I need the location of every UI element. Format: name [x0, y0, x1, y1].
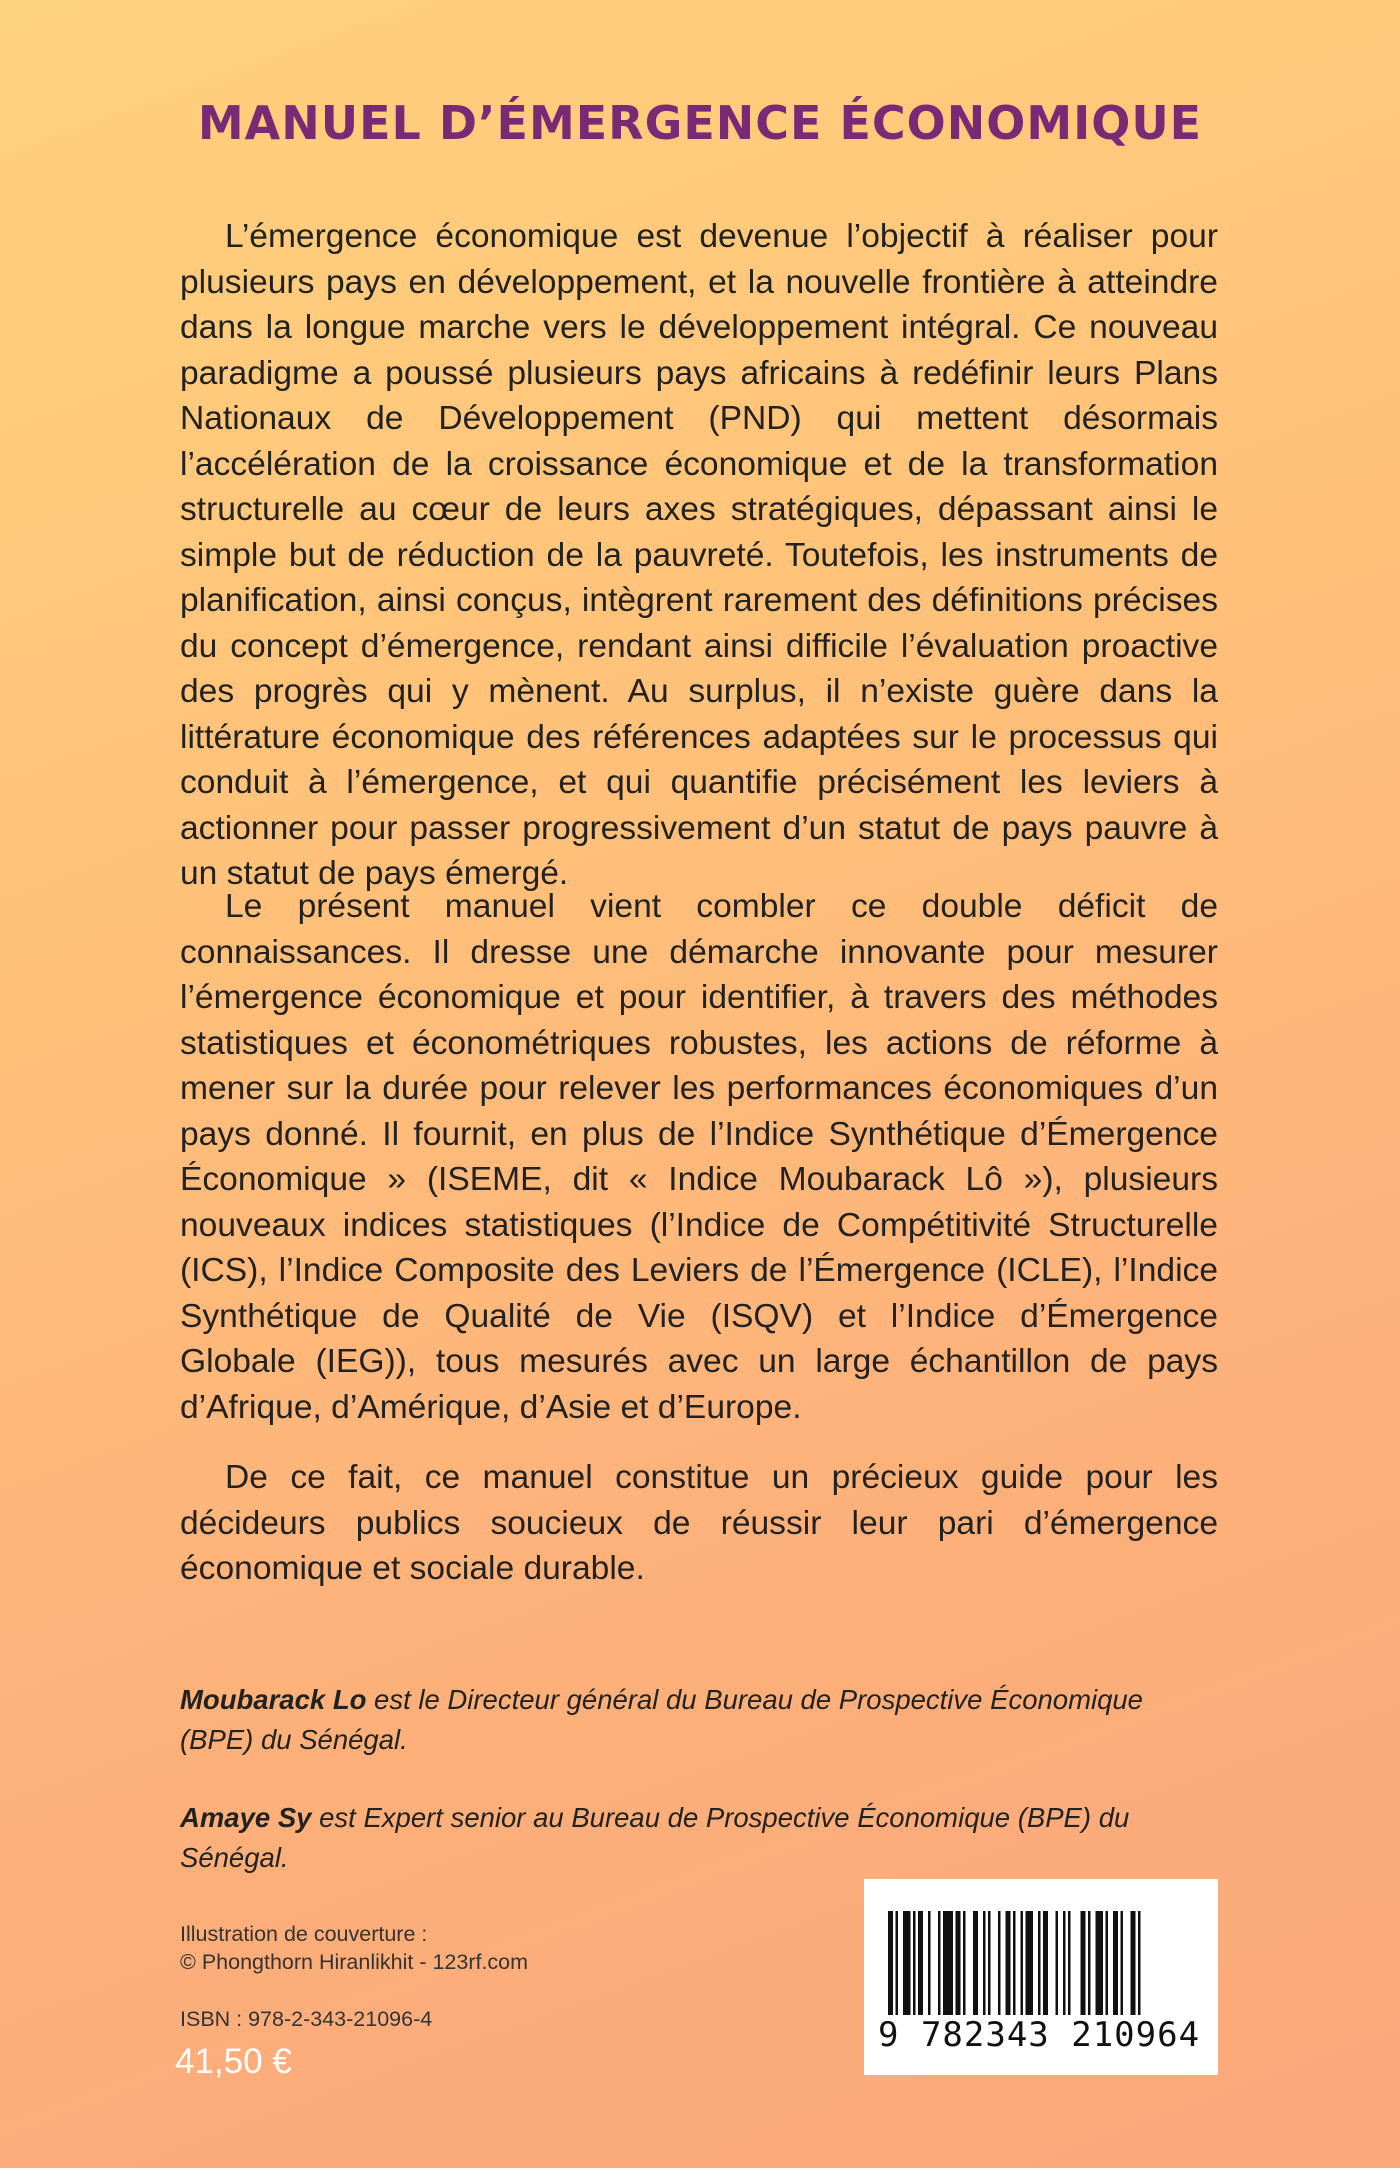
barcode-bar — [1096, 1911, 1104, 2015]
author-name-2: Amaye Sy — [180, 1802, 312, 1833]
paragraph-manual: Le présent manuel vient combler ce double déficit de connaissances. Il dresse une démarche innovante pour mesurer l’émergence économique et pour identifier, à travers des méthodes statistiques et économétriques robustes, les actions de réforme à mener sur la durée pour relever les performances économiques d’un pays donné. Il fournit, en plus de l’Indice Synthétique d’Émergence Économique » (ISEME, dit « Indice Moubarack Lô »), plusieurs nouveaux indices statistiques (l’Indice de Compétitivité Structurelle (ICS), l’Indice Composite des Leviers de l’Émergence (ICLE), l’Indice Synthétique de Qualité de Vie (ISQV) et l’Indice d’Émergence Globale (IEG)), tous mesurés avec un large échantillon de pays d’Afrique, d’Amérique, d’Asie et d’Europe. — [180, 888, 1218, 1426]
barcode-bar — [938, 1911, 941, 2015]
barcode-bar — [1038, 1911, 1041, 2015]
barcode-bar — [1026, 1911, 1034, 2015]
isbn: ISBN : 978-2-343-21096-4 — [180, 2007, 433, 2031]
price: 41,50 € — [175, 2042, 292, 2081]
credit-line-1: Illustration de couverture : — [180, 1922, 428, 1946]
barcode-bar — [956, 1911, 961, 2015]
author-bio-text-1: est le Directeur général du Bureau de Prospective Économique (BPE) du Sénégal. — [180, 1684, 1143, 1755]
barcode-bar — [1131, 1911, 1136, 2015]
barcode-bar — [963, 1911, 966, 2015]
credit-line-2: © Phongthorn Hiranlikhit - 123rf.com — [180, 1950, 529, 1974]
paragraph-intro: L’émergence économique est devenue l’objectif à réaliser pour plusieurs pays en développement, et la nouvelle frontière à atteindre dans la longue marche vers le développement intégral. Ce nouveau paradigme a poussé plusieurs pays africains à redéfinir leurs Plans Nationaux de Développement (PND) qui mettent désormais l’accélération de la croissance économique et de la transformation structurelle au cœur de leurs axes stratégiques, dépassant ainsi le simple but de réduction de la pauvreté. Toutefois, les instruments de planification, ainsi conçus, intègrent rarement des définitions précises du concept d’émergence, rendant ainsi difficile l’évaluation proactive des progrès qui y mènent. Au surplus, il n’existe guère dans la littérature économique des références adaptées sur le processus qui conduit à l’émergence, et qui quantifie précisément les leviers à actionner pour passer progressivement d’un statut de pays pauvre à un statut de pays émergé. — [180, 218, 1218, 892]
barcode-bar — [913, 1911, 916, 2015]
barcode-bars — [884, 1911, 1198, 2015]
cover-credit — [180, 1920, 528, 1976]
barcode-bar — [888, 1911, 893, 2015]
barcode-bar — [903, 1911, 911, 2015]
barcode-bar — [983, 1911, 986, 2015]
barcode-bar — [973, 1911, 978, 2015]
barcode-bar — [1121, 1911, 1124, 2015]
barcode-bar — [1068, 1911, 1071, 2015]
barcode-bar — [1013, 1911, 1016, 2015]
author-bio-1 — [180, 1680, 1220, 1760]
barcode-bar — [1056, 1911, 1059, 2015]
barcode-bar — [1081, 1911, 1086, 2015]
barcode-bar — [1021, 1911, 1024, 2015]
barcode-bar — [1063, 1911, 1066, 2015]
barcode-bar — [928, 1911, 931, 2015]
barcode-bar — [1113, 1911, 1118, 2015]
barcode-bar — [998, 1911, 1001, 2015]
author-bio-text-2: est Expert senior au Bureau de Prospective Économique (BPE) du Sénégal. — [180, 1802, 1130, 1873]
barcode-bar — [1106, 1911, 1109, 2015]
barcode-bar — [1006, 1911, 1011, 2015]
barcode-bar — [943, 1911, 953, 2015]
barcode-bar — [896, 1911, 899, 2015]
author-name-1: Moubarack Lo — [180, 1684, 367, 1715]
barcode-bar — [1138, 1911, 1141, 2015]
paragraph-conclusion: De ce fait, ce manuel constitue un précieux guide pour les décideurs publics soucieux de réussir leur pari d’émergence économique et sociale durable. — [180, 1459, 1218, 1587]
barcode-digits: 9 782343 210964 — [878, 2015, 1201, 2055]
barcode-bar — [918, 1911, 923, 2015]
author-bio-2 — [180, 1798, 1220, 1878]
barcode-bar — [1088, 1911, 1091, 2015]
barcode-bar — [988, 1911, 991, 2015]
book-title: MANUEL D’ÉMERGENCE ÉCONOMIQUE — [197, 96, 1203, 150]
barcode-bar — [1043, 1911, 1048, 2015]
barcode — [864, 1879, 1218, 2075]
